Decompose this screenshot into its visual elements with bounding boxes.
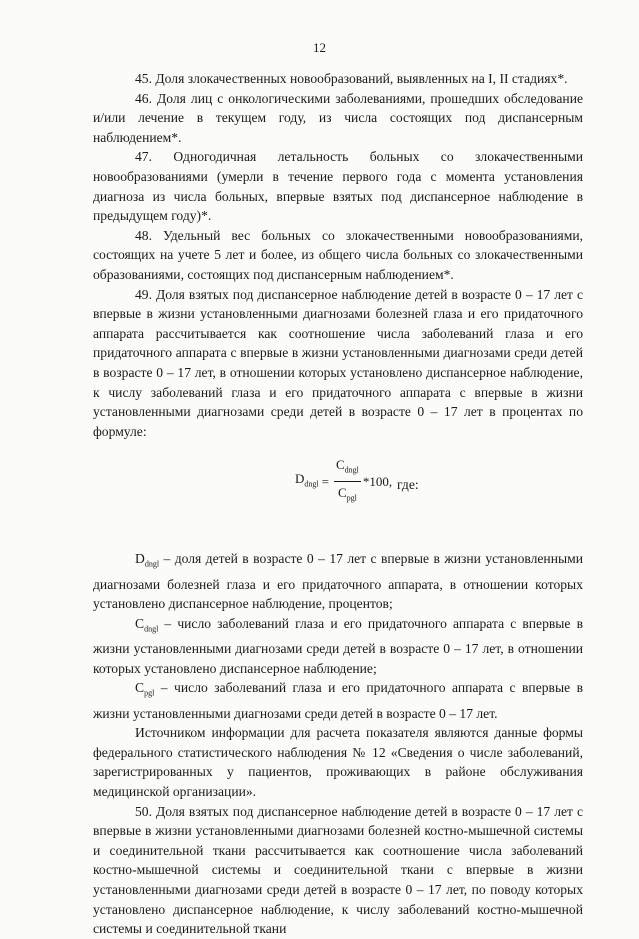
formula xyxy=(295,455,392,508)
item-46: 46. Доля лиц с онкологическими заболеваниями, прошедших обследование и/или лечение в текущем году, из числа состоящих под диспансерным наблюдением*. xyxy=(93,90,583,145)
source-note: Источником информации для расчета показателя являются данные формы федерального статистического наблюдения № 12 «Сведения о числе заболеваний, зарегистрированных у пациентов, проживающих в районе обслуживания медицинской организации». xyxy=(93,725,583,799)
formula-denominator: $C_{pgl}$ xyxy=(337,485,357,504)
page-number: 12 xyxy=(313,40,326,55)
formula-where: где: xyxy=(397,477,419,493)
page-content xyxy=(93,69,583,939)
item-45: 45. Доля злокачественных новообразований, выявленных на I, II стадиях*. xyxy=(135,71,568,86)
definition-c-pgl: $C_{pgl}$ – число заболеваний глаза и его придаточного аппарата с впервые в жизни установленными диагнозами среди детей в возрасте 0 – 17 лет. xyxy=(93,680,583,721)
item-49: 49. Доля взятых под диспансерное наблюдение детей в возрасте 0 – 17 лет с впервые в жизни установленными диагнозами болезней глаза и его придаточного аппарата рассчитывается как соотношение числа заболеваний глаза и его придаточного аппарата с впервые в жизни установленными диагнозами среди детей в возрасте 0 – 17 лет, в отношении которых установлено диспансерное наблюдение, к числу заболеваний глаза и его придаточного аппарата с впервые в жизни установленными диагнозами среди детей в возрасте 0 – 17 лет в процентах по формуле: xyxy=(93,286,583,439)
formula-fraction xyxy=(334,455,361,508)
definition-d: $D_{dngl}$ – доля детей в возрасте 0 – 17 лет с впервые в жизни установленными диагнозами болезней глаза и его придаточного аппарата, в отношении которых установлено диспансерное наблюдение, процентов; xyxy=(93,551,583,612)
definition-c-dngl: $C_{dngl}$ – число заболеваний глаза и его придаточного аппарата с впервые в жизни установленными диагнозами среди детей в возрасте 0 – 17 лет, в отношении которых установлено диспансерное наблюдение; xyxy=(93,615,583,676)
item-50: 50. Доля взятых под диспансерное наблюдение детей в возрасте 0 – 17 лет с впервые в жизни установленными диагнозами болезней костно-мышечной системы и соединительной ткани рассчитывается как соотношение числа заболеваний костно-мышечной системы и соединительной ткани с впервые в жизни установленными диагнозами среди детей в возрасте 0 – 17 лет, по поводу которых установлено диспансерное наблюдение, к числу заболеваний костно-мышечной системы и соединительной ткани xyxy=(93,803,583,937)
formula-numerator: $C_{dngl}$ xyxy=(334,455,361,482)
formula-multiplier: *100, xyxy=(362,474,393,490)
formula-block xyxy=(93,441,583,529)
formula-lhs: $D_{dngl}$ xyxy=(295,471,319,489)
item-48: 48. Удельный вес больных со злокачественными новообразованиями, состоящих на учете 5 лет и более, из общего числа больных со злокачественными образованиями, состоящих под диспансерным наблюдением*. xyxy=(93,227,583,282)
item-47: 47. Одногодичная летальность больных со злокачественными новообразованиями (умерли в течение первого года с момента установления диагноза из числа больных, впервые взятых под диспансерное наблюдение в предыдущем году)*. xyxy=(93,149,583,224)
formula-equals: = xyxy=(321,474,329,490)
